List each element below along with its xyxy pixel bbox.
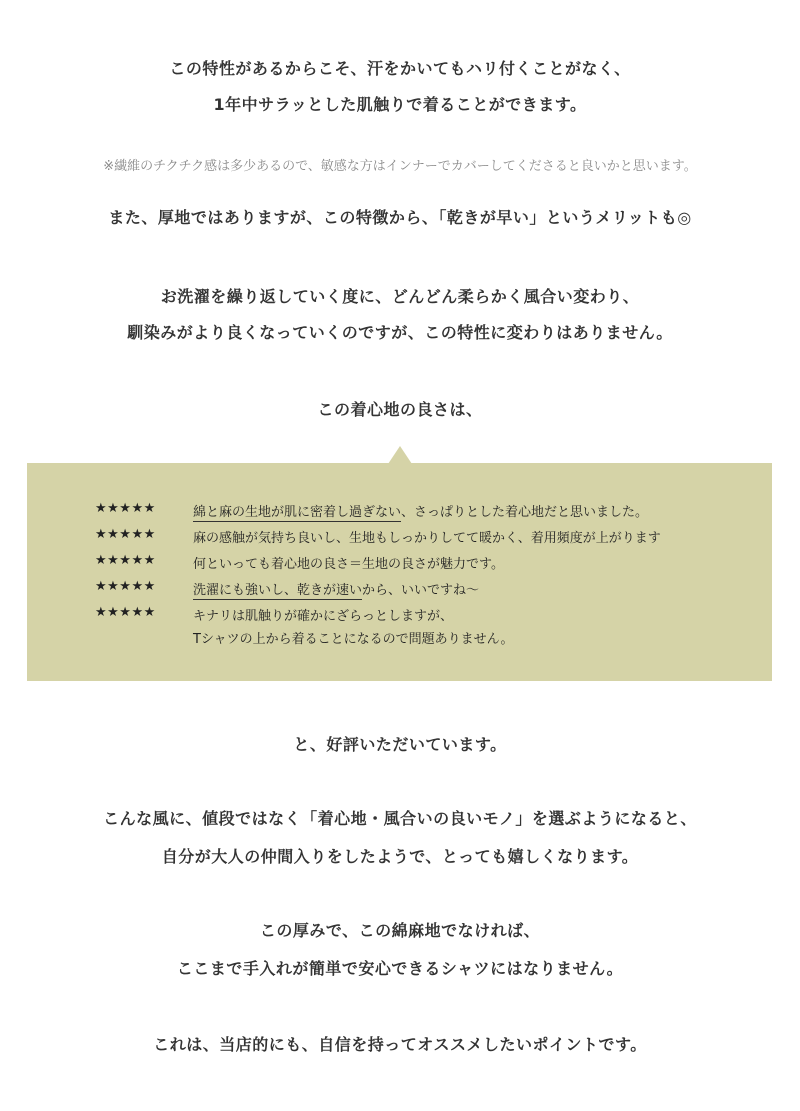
rating-stars: ★★★★★ [95, 527, 156, 542]
rating-stars: ★★★★★ [95, 501, 156, 516]
washing-line-2: 馴染みがより良くなっていくのですが、この特性に変わりはありません。 [127, 323, 673, 342]
review-text-rest: から、いいですね～ [362, 583, 480, 598]
after-reviews-text: と、好評いただいています。 [293, 735, 507, 754]
closing-text: これは、当店的にも、自信を持ってオススメしたいポイントです。 [153, 1035, 647, 1054]
lead-in-text: この着心地の良さは、 [317, 400, 483, 419]
review-text [193, 605, 513, 647]
review-highlight: 綿と麻の生地が肌に密着し過ぎない [193, 505, 402, 520]
quick-dry-text: また、厚地ではありますが、この特徴から、「乾きが早い」というメリットも◎ [108, 208, 692, 227]
review-text-line: Tシャツの上から着ることになるので問題ありません。 [193, 632, 514, 647]
intro-line-2: 1年中サラッとした肌触りで着ることができます。 [213, 95, 587, 114]
review-highlight: 洗濯にも強いし、乾きが速い [193, 583, 363, 598]
review-text [193, 501, 648, 520]
thickness-line-1: この厚みで、この綿麻地でなければ、 [259, 921, 541, 940]
fiber-note: ※繊維のチクチク感は多少あるので、敏感な方はインナーでカバーしてくださると良いかと思います。 [103, 159, 697, 174]
rating-stars: ★★★★★ [95, 605, 156, 620]
rating-stars: ★★★★★ [95, 553, 156, 568]
washing-line-1: お洗濯を繰り返していく度に、どんどん柔らかく風合い変わり、 [160, 287, 640, 306]
choice-line-2: 自分が大人の仲間入りをしたようで、とっても嬉しくなります。 [161, 847, 639, 866]
review-text [193, 579, 479, 598]
review-text-line: キナリは肌触りが確かにざらっとしますが、 [193, 609, 454, 624]
review-text: 何といっても着心地の良さ＝生地の良さが魅力です。 [193, 557, 504, 572]
intro-line-1: この特性があるからこそ、汗をかいてもハリ付くことがなく、 [169, 59, 631, 78]
thickness-line-2: ここまで手入れが簡単で安心できるシャツにはなりません。 [176, 959, 624, 978]
review-text: 麻の感触が気持ち良いし、生地もしっかりしてて暖かく、着用頻度が上がります [193, 531, 661, 546]
review-text-rest: 、さっぱりとした着心地だと思いました。 [401, 505, 649, 520]
choice-line-1: こんな風に、値段ではなく「着心地・風合いの良いモノ」を選ぶようになると、 [103, 809, 697, 828]
speech-pointer [388, 446, 412, 464]
reviews-panel [27, 463, 772, 681]
rating-stars: ★★★★★ [95, 579, 156, 594]
